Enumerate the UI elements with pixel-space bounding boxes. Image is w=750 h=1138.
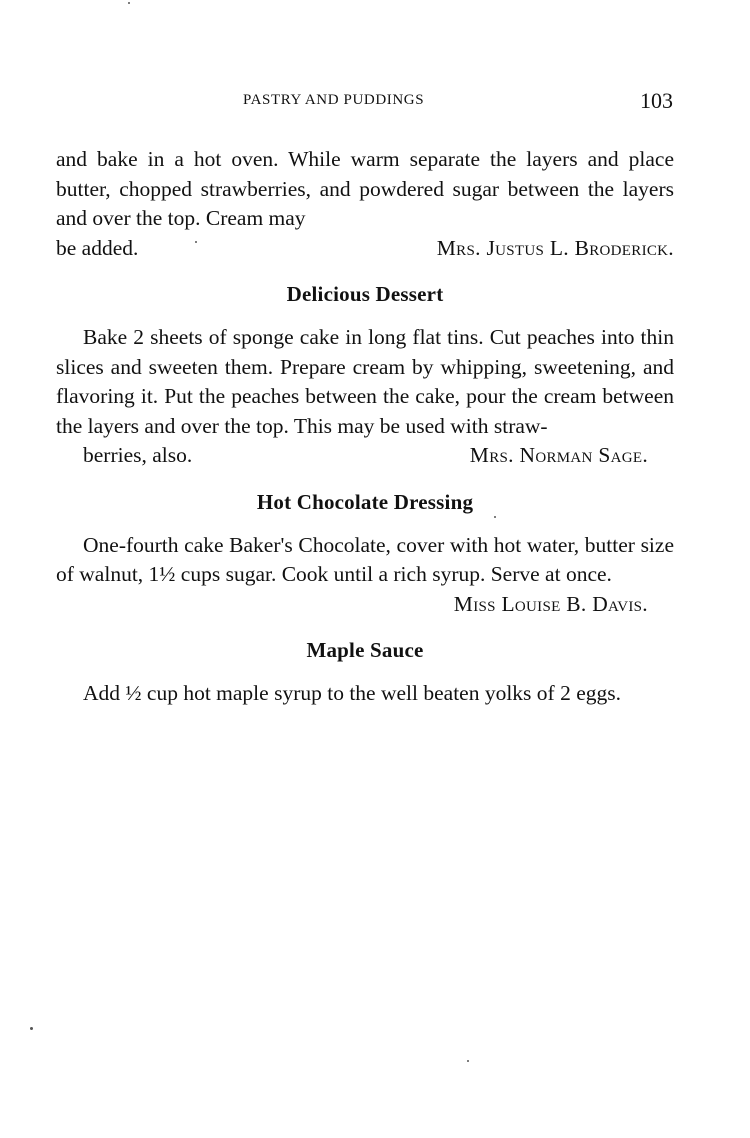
- intro-last-line: [56, 234, 674, 264]
- maple-sauce-text: Add ½ cup hot maple syrup to the well beaten yolks of 2 eggs.: [83, 680, 621, 705]
- running-head: [0, 88, 750, 118]
- recipe-title-delicious-dessert: Delicious Dessert: [286, 282, 444, 307]
- delicious-dessert-attribution: Mrs. Norman Sage.: [469, 443, 648, 468]
- scan-speck: [195, 241, 197, 243]
- page-number: 103: [640, 88, 673, 113]
- scan-speck: [467, 1060, 469, 1062]
- delicious-dessert-paragraph: [56, 323, 674, 471]
- scan-speck: [128, 2, 130, 4]
- intro-text: and bake in a hot oven. While warm separate the layers and place butter, chopped strawberries, and powdered sugar between the layers and over the top. Cream may: [56, 147, 674, 231]
- intro-attribution: Mrs. Justus L. Broderick.: [436, 235, 674, 260]
- hot-chocolate-dressing-attribution: Miss Louise B. Davis.: [453, 591, 648, 616]
- scan-speck: [494, 516, 496, 518]
- delicious-dessert-text-last: berries, also.: [83, 443, 193, 468]
- scan-speck: [30, 1027, 33, 1030]
- hot-chocolate-dressing-paragraph: [56, 531, 674, 590]
- recipe-title-hot-chocolate-dressing: Hot Chocolate Dressing: [256, 489, 474, 514]
- recipe-title-maple-sauce: Maple Sauce: [306, 638, 424, 663]
- delicious-dessert-last-line: [56, 441, 674, 471]
- running-title: PASTRY AND PUDDINGS: [243, 92, 425, 108]
- delicious-dessert-text: Bake 2 sheets of sponge cake in long flat tins. Cut peaches into thin slices and sweeten them. Prepare cream by whipping, sweetening, and flavoring it. Put the peaches between the cake, pour the cream between the layers and over the top. This may be used with straw-: [56, 324, 674, 438]
- intro-text-last: be added.: [56, 235, 139, 260]
- intro-paragraph: [56, 145, 674, 263]
- page-body: [56, 145, 674, 709]
- hot-chocolate-dressing-text: One-fourth cake Baker's Chocolate, cover with hot water, butter size of walnut, 1½ cups sugar. Cook until a rich syrup. Serve at once.: [56, 532, 674, 587]
- maple-sauce-paragraph: [56, 679, 674, 709]
